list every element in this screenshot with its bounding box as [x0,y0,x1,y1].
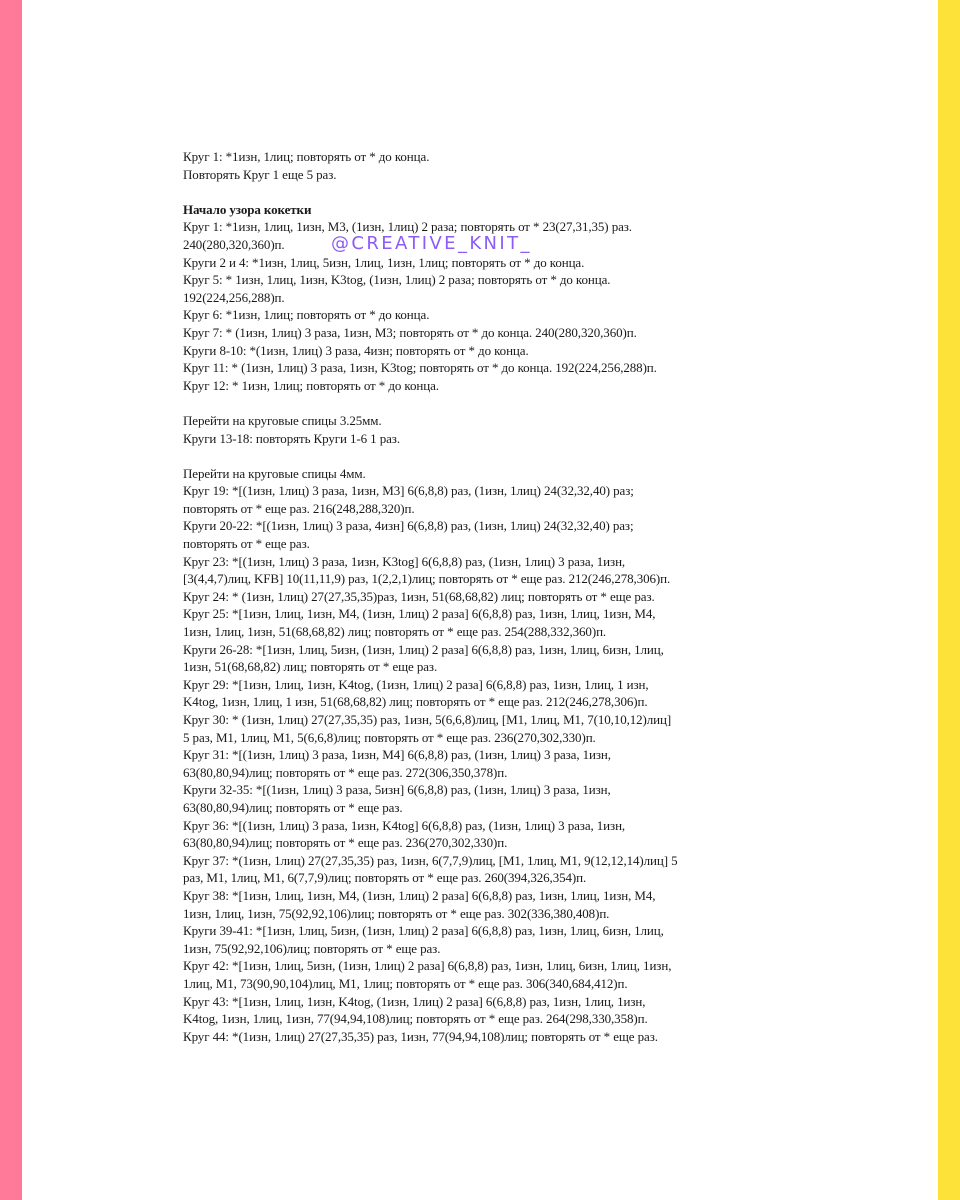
pattern-line: Круг 37: *(1изн, 1лиц) 27(27,35,35) раз, 1изн, 6(7,7,9)лиц, [M1, 1лиц, M1, 9(12,12,14)лиц] 5 [183,852,678,868]
pattern-line: Круг 7: * (1изн, 1лиц) 3 раза, 1изн, М3; повторять от * до конца. 240(280,320,360)п. [183,324,637,340]
pattern-line: Круг 42: *[1изн, 1лиц, 5изн, (1изн, 1лиц) 2 раза] 6(6,8,8) раз, 1изн, 1лиц, 6изн, 1лиц, 1изн, [183,958,672,974]
pattern-line: Круг 25: *[1изн, 1лиц, 1изн, М4, (1изн, 1лиц) 2 раза] 6(6,8,8) раз, 1изн, 1лиц, 1изн, М4, [183,606,656,622]
pattern-line: Круг 19: *[(1изн, 1лиц) 3 раза, 1изн, М3] 6(6,8,8) раз, (1изн, 1лиц) 24(32,32,40) раз; [183,483,634,499]
pattern-line: 63(80,80,94)лиц; повторять от * еще раз. 236(270,302,330)п. [183,835,508,851]
section-heading: Начало узора кокетки [183,201,312,217]
section-intro [183,148,783,183]
section-needles-325 [183,412,783,447]
pattern-line: K4tog, 1изн, 1лиц, 1изн, 77(94,94,108)лиц; повторять от * еще раз. 264(298,330,358)п. [183,1011,648,1027]
pattern-line: повторять от * еще раз. [183,536,310,552]
pattern-line: 63(80,80,94)лиц; повторять от * еще раз. 272(306,350,378)п. [183,764,508,780]
pattern-line: раз, M1, 1лиц, M1, 6(7,7,9)лиц; повторять от * еще раз. 260(394,326,354)п. [183,870,587,886]
pattern-line: 1изн, 75(92,92,106)лиц; повторять от * еще раз. [183,940,441,956]
pattern-line: повторять от * еще раз. 216(248,288,320)п. [183,500,415,516]
spacer [183,183,783,201]
left-accent-stripe [0,0,22,1200]
spacer [183,394,783,412]
section-needles-4 [183,465,783,1046]
pattern-line: Круги 13-18: повторять Круги 1-6 1 раз. [183,430,400,446]
section-yoke [183,218,783,394]
pattern-line: Круг 1: *1изн, 1лиц, 1изн, М3, (1изн, 1лиц) 2 раза; повторять от * 23(27,31,35) раз. [183,219,632,235]
pattern-line: Круги 8-10: *(1изн, 1лиц) 3 раза, 4изн; повторять от * до конца. [183,342,529,358]
creative-knit-watermark: @CREATIVE_KNIT_ [331,232,532,254]
pattern-line: K4tog, 1изн, 1лиц, 1 изн, 51(68,68,82) лиц; повторять от * еще раз. 212(246,278,306)п. [183,694,648,710]
pattern-line: 1лиц, M1, 73(90,90,104)лиц, M1, 1лиц; повторять от * еще раз. 306(340,684,412)п. [183,975,628,991]
pattern-line: Круг 44: *(1изн, 1лиц) 27(27,35,35) раз, 1изн, 77(94,94,108)лиц; повторять от * еще раз. [183,1028,658,1044]
pattern-line: Круги 2 и 4: *1изн, 1лиц, 5изн, 1лиц, 1изн, 1лиц; повторять от * до конца. [183,254,585,270]
pattern-line: [3(4,4,7)лиц, KFB] 10(11,11,9) раз, 1(2,2,1)лиц; повторять от * еще раз. 212(246,278,306)п. [183,571,671,587]
pattern-line: 63(80,80,94)лиц; повторять от * еще раз. [183,799,403,815]
pattern-line: 5 раз, M1, 1лиц, M1, 5(6,6,8)лиц; повторять от * еще раз. 236(270,302,330)п. [183,729,596,745]
pattern-line: Круг 29: *[1изн, 1лиц, 1изн, K4tog, (1изн, 1лиц) 2 раза] 6(6,8,8) раз, 1изн, 1лиц, 1 изн, [183,676,649,692]
pattern-line: Круг 31: *[(1изн, 1лиц) 3 раза, 1изн, М4] 6(6,8,8) раз, (1изн, 1лиц) 3 раза, 1изн, [183,747,611,763]
pattern-line: Круги 32-35: *[(1изн, 1лиц) 3 раза, 5изн] 6(6,8,8) раз, (1изн, 1лиц) 3 раза, 1изн, [183,782,611,798]
pattern-line: 1изн, 1лиц, 1изн, 51(68,68,82) лиц; повторять от * еще раз. 254(288,332,360)п. [183,624,607,640]
pattern-line: Круги 26-28: *[1изн, 1лиц, 5изн, (1изн, 1лиц) 2 раза] 6(6,8,8) раз, 1изн, 1лиц, 6изн, 1лиц, [183,641,664,657]
pattern-line: Круг 11: * (1изн, 1лиц) 3 раза, 1изн, K3tog; повторять от * до конца. 192(224,256,288)п. [183,360,657,376]
pattern-line: Круги 39-41: *[1изн, 1лиц, 5изн, (1изн, 1лиц) 2 раза] 6(6,8,8) раз, 1изн, 1лиц, 6изн, 1лиц, [183,923,664,939]
pattern-line: 1изн, 1лиц, 1изн, 75(92,92,106)лиц; повторять от * еще раз. 302(336,380,408)п. [183,905,610,921]
pattern-line: Круг 6: *1изн, 1лиц; повторять от * до конца. [183,307,430,323]
pattern-line: Круг 5: * 1изн, 1лиц, 1изн, K3tog, (1изн, 1лиц) 2 раза; повторять от * до конца. [183,272,611,288]
pattern-line: 192(224,256,288)п. [183,289,285,305]
pattern-line: Круг 1: *1изн, 1лиц; повторять от * до конца. [183,149,430,164]
pattern-line: Круг 38: *[1изн, 1лиц, 1изн, М4, (1изн, 1лиц) 2 раза] 6(6,8,8) раз, 1изн, 1лиц, 1изн, М4, [183,887,656,903]
pattern-line: Круг 43: *[1изн, 1лиц, 1изн, K4tog, (1изн, 1лиц) 2 раза] 6(6,8,8) раз, 1изн, 1лиц, 1изн, [183,993,646,1009]
pattern-line: Круг 23: *[(1изн, 1лиц) 3 раза, 1изн, K3tog] 6(6,8,8) раз, (1изн, 1лиц) 3 раза, 1изн, [183,553,626,569]
pattern-page [183,148,783,1045]
pattern-line: Круг 36: *[(1изн, 1лиц) 3 раза, 1изн, K4tog] 6(6,8,8) раз, (1изн, 1лиц) 3 раза, 1изн, [183,817,626,833]
pattern-line [183,232,783,254]
pattern-line: Круг 24: * (1изн, 1лиц) 27(27,35,35)раз, 1изн, 51(68,68,82) лиц; повторять от * еще раз. [183,588,655,604]
pattern-line: Круги 20-22: *[(1изн, 1лиц) 3 раза, 4изн] 6(6,8,8) раз, (1изн, 1лиц) 24(32,32,40) раз; [183,518,634,534]
pattern-line: Перейти на круговые спицы 4мм. [183,465,366,481]
pattern-line: 1изн, 51(68,68,82) лиц; повторять от * еще раз. [183,659,438,675]
pattern-line: Перейти на круговые спицы 3.25мм. [183,412,382,428]
right-accent-stripe [938,0,960,1200]
pattern-line: Круг 30: * (1изн, 1лиц) 27(27,35,35) раз, 1изн, 5(6,6,8)лиц, [M1, 1лиц, M1, 7(10,10,12)лиц] [183,712,672,727]
pattern-line: Повторять Круг 1 еще 5 раз. [183,166,337,182]
pattern-line-text: 240(280,320,360)п. [183,236,285,252]
pattern-line: Круг 12: * 1изн, 1лиц; повторять от * до конца. [183,377,439,393]
spacer [183,447,783,465]
